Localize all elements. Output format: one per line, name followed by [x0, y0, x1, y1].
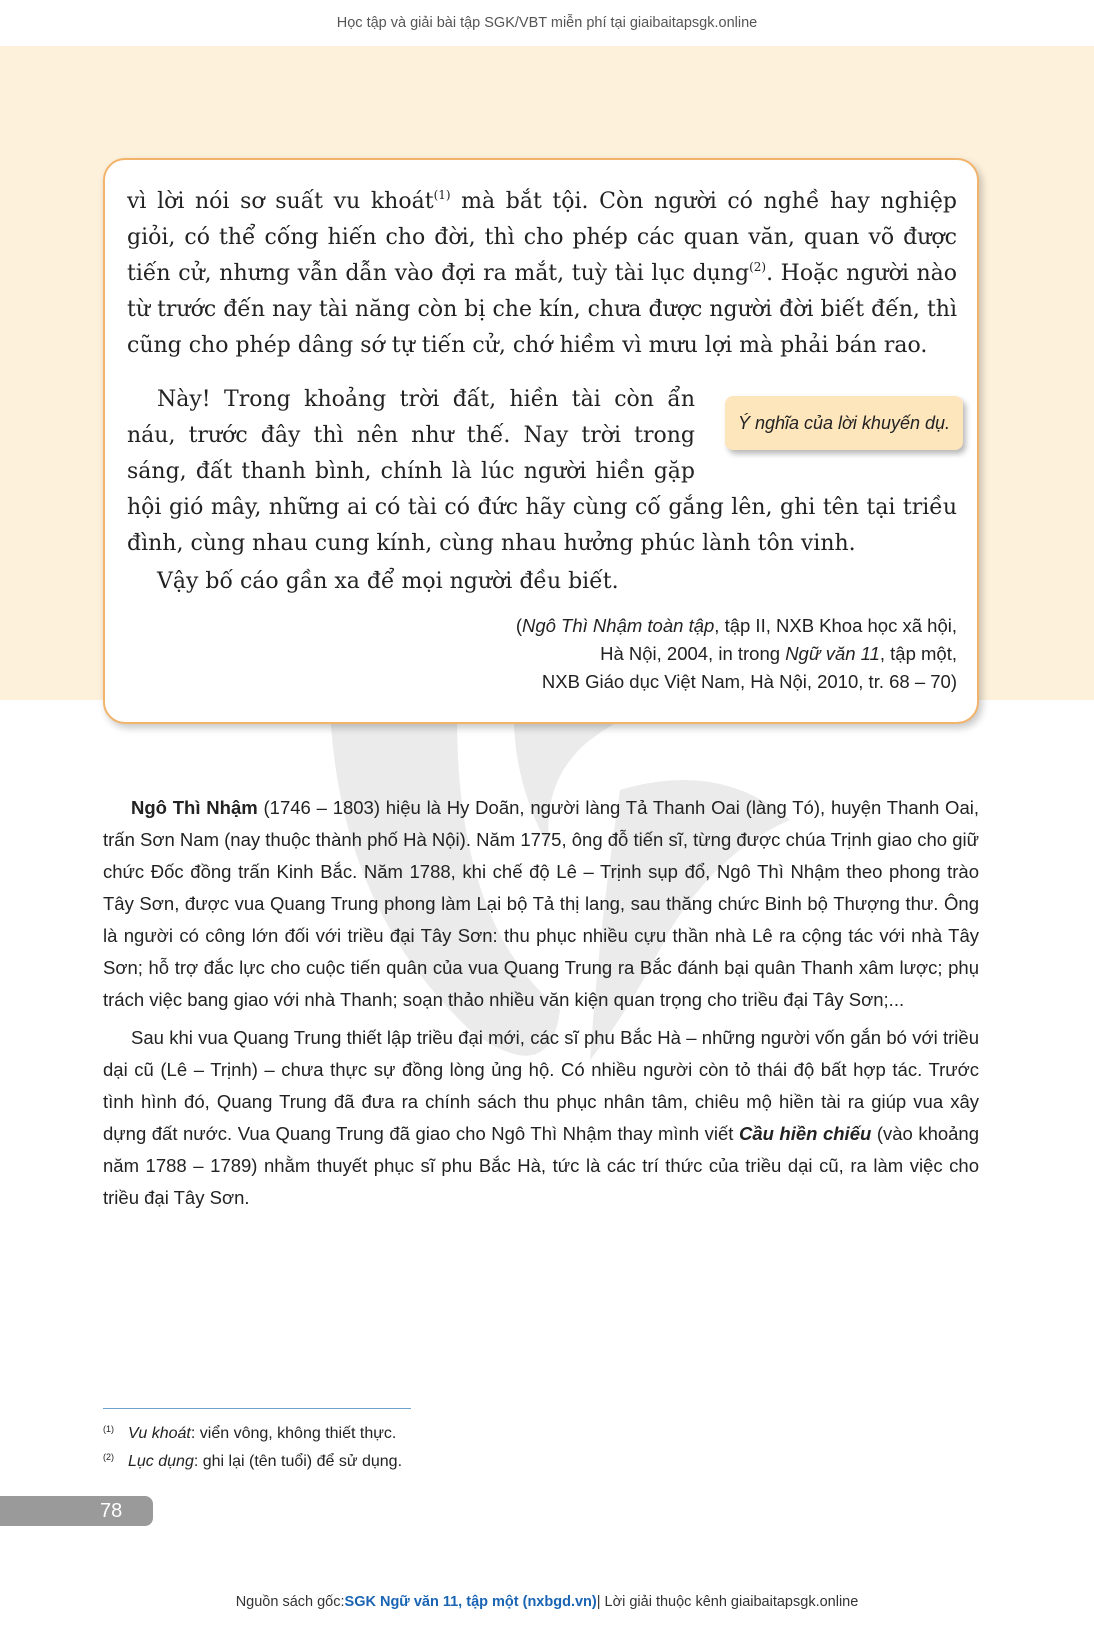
- context-text-b: (vào khoảng năm 1788 – 1789) nhằm thuyết phục sĩ phu Bắc Hà, tức là các trí thức của triều dại cũ, ra làm việc cho triều đại Tây Sơn.: [103, 1123, 980, 1208]
- excerpt-p1-text-a: vì lời nói sơ suất vu khoát: [127, 189, 434, 214]
- margin-note-text: Ý nghĩa của lời khuyến dụ.: [737, 412, 951, 433]
- citation: [485, 612, 957, 696]
- page-header: [0, 0, 1094, 46]
- footnote-2-mark: (2): [103, 1452, 114, 1462]
- context-paragraph: [103, 1022, 979, 1214]
- footer-prefix: Nguồn sách gốc:: [235, 1594, 345, 1610]
- footnote-2-term: Lục dụng: [128, 1453, 194, 1470]
- excerpt-p1-text-b: mà bắt tội. Còn người có nghề hay nghiệp giỏi, có thể cống hiến cho đời, thì cho phép các quan văn, quan võ được tiến cử, nhưng vẫn dẫn vào đợi ra mắt, tuỳ tài lục dụng: [127, 189, 957, 286]
- work-title: Cầu hiền chiếu: [738, 1123, 872, 1144]
- citation-line-2-a: Hà Nội, 2004, in trong: [600, 643, 786, 664]
- footnote-divider: [103, 1408, 411, 1409]
- header-text: Học tập và giải bài tập SGK/VBT miễn phí tại giaibaitapsgk.online: [336, 15, 758, 31]
- page-number-tab: [0, 1496, 153, 1526]
- citation-line-3: NXB Giáo dục Việt Nam, Hà Nội, 2010, tr. 68 – 70): [541, 671, 957, 692]
- footnote-1-mark: (1): [103, 1424, 114, 1434]
- excerpt-box: [103, 158, 979, 724]
- footnote-2-definition: : ghi lại (tên tuổi) để sử dụng.: [193, 1453, 403, 1470]
- footnote-1: [103, 1418, 803, 1445]
- page-number: 78: [100, 1499, 123, 1522]
- author-bio-paragraph: [103, 792, 979, 1016]
- footer-source-link[interactable]: SGK Ngữ văn 11, tập một (nxbgd.vn): [344, 1594, 597, 1610]
- footnote-ref-2: (2): [749, 260, 767, 274]
- citation-open-paren: (: [515, 615, 522, 636]
- excerpt-paragraph-1: [127, 184, 957, 364]
- footnote-2: [103, 1446, 803, 1473]
- context-text-a: Sau khi vua Quang Trung thiết lập triều đại mới, các sĩ phu Bắc Hà – những người vốn gắn bó với triều dại cũ (Lê – Trịnh) – chưa thực sự đồng lòng ủng hộ. Có nhiều người còn tỏ thái độ bất hợp tác. Trước tình hình đó, Quang Trung đã đưa ra chính sách thu phục nhân tâm, chiêu mộ hiền tài ra giúp vua xây dựng đất nước. Vua Quang Trung đã giao cho Ngô Thì Nhậm thay mình viết: [103, 1027, 979, 1144]
- excerpt-p1-text-c: . Hoặc người nào từ trước đến nay tài năng còn bị che kín, chưa được người đời biết đến, thì cũng cho phép dâng sớ tự tiến cử, chớ hiềm vì mưu lợi mà phải bán rao.: [127, 261, 957, 358]
- page-footer: [0, 1588, 1094, 1616]
- author-bio-text: (1746 – 1803) hiệu là Hy Doãn, người làng Tả Thanh Oai (làng Tó), huyện Thanh Oai, trấn Sơn Nam (nay thuộc thành phố Hà Nội). Năm 1775, ông đỗ tiến sĩ, từng được chúa Trịnh giao cho giữ chức Đốc đồng trấn Kinh Bắc. Năm 1788, khi chế độ Lê – Trịnh sụp đổ, Ngô Thì Nhậm theo phong trào Tây Sơn, được vua Quang Trung phong làm Lại bộ Tả thị lang, sau thăng chức Binh bộ Thượng thư. Ông là người có công lớn đối với triều đại Tây Sơn: thu phục nhiều cựu thần nhà Lê ra cộng tác với nhà Tây Sơn; hỗ trợ đắc lực cho cuộc tiến quân của vua Quang Trung ra Bắc đánh bại quân Thanh xâm lược; phụ trách việc bang giao với nhà Thanh; soạn thảo nhiều văn kiện quan trọng cho triều đại Tây Sơn;...: [103, 797, 979, 1010]
- citation-part-1: , tập II, NXB Khoa học xã hội,: [714, 615, 957, 636]
- citation-line-2: [485, 640, 957, 668]
- footnote-1-term: Vu khoát: [128, 1425, 191, 1442]
- excerpt-paragraph-3: [127, 564, 957, 600]
- margin-note: [725, 396, 963, 450]
- footnote-ref-1: (1): [433, 188, 451, 202]
- excerpt-p2-text: Này! Trong khoảng trời đất, hiền tài còn ẩn náu, trước đây thì nên như thế. Nay trời trong sáng, đất thanh bình, chính là lúc người hiền gặp hội gió mây, những ai có tài có đức hãy cùng cố gắng lên, ghi tên tại triều đình, cùng nhau cung kính, cùng nhau hưởng phúc lành tôn vinh.: [127, 387, 957, 556]
- citation-book-title-1: Ngô Thì Nhậm toàn tập: [521, 615, 715, 636]
- citation-line-2-b: , tập một,: [879, 643, 957, 664]
- footnote-1-definition: : viển vông, không thiết thực.: [190, 1425, 397, 1442]
- citation-book-title-2: Ngữ văn 11: [785, 643, 880, 664]
- citation-line-1: [485, 612, 957, 640]
- excerpt-p3-text: Vậy bố cáo gần xa để mọi người đều biết.: [157, 569, 619, 594]
- author-name: Ngô Thì Nhậm: [131, 797, 258, 818]
- footer-suffix: | Lời giải thuộc kênh giaibaitapsgk.online: [596, 1594, 859, 1610]
